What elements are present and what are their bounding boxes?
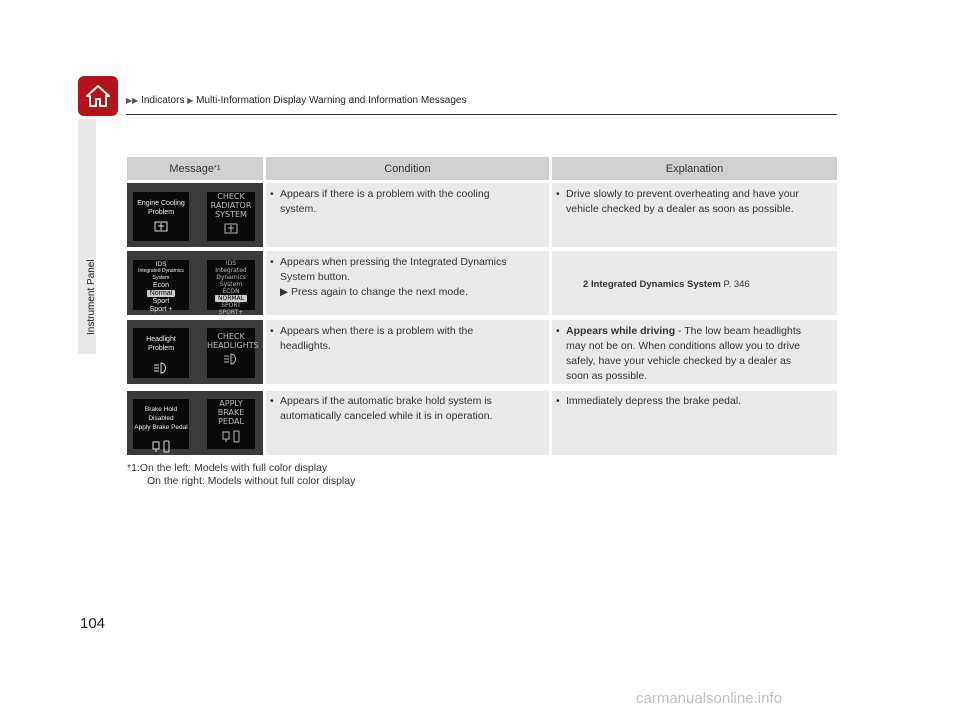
mono-display: APPLY BRAKE PEDAL bbox=[207, 399, 255, 449]
explanation-text: • Immediately depress the brake pedal. bbox=[556, 395, 742, 407]
breadcrumb-arrow-icon: ▶▶ bbox=[126, 96, 139, 105]
arrow-icon: ▶ bbox=[280, 286, 289, 298]
breadcrumb-arrow-icon: ▶ bbox=[187, 96, 194, 105]
sidebar-label: Instrument Panel bbox=[86, 259, 97, 335]
header-message: Message *1 bbox=[127, 157, 263, 180]
condition-text: • Appears when pressing the Integrated Dynamics System button. ▶ Press again to change the next mode. bbox=[270, 256, 507, 298]
footnote: *1:On the left: Models with full color display On the right: Models without full color display bbox=[127, 462, 356, 487]
watermark: carmanualsonline.info bbox=[636, 690, 782, 707]
coolant-warning-icon bbox=[223, 222, 239, 234]
headlight-warning-icon bbox=[152, 362, 170, 374]
mono-display: CHECK HEADLIGHTS bbox=[207, 328, 255, 378]
home-icon bbox=[84, 82, 112, 110]
breadcrumb bbox=[126, 95, 466, 106]
condition-text: • Appears if the automatic brake hold system is automatically canceled while it is in operation. bbox=[270, 395, 493, 422]
reference-icon: 2 bbox=[583, 279, 589, 290]
header-condition: Condition bbox=[266, 157, 549, 180]
full-color-display: IDS Integrated Dynamics System Econ Normal Sport Sport + bbox=[133, 260, 189, 310]
breadcrumb-indicators[interactable]: Indicators bbox=[141, 95, 185, 106]
full-color-display: Engine Cooling Problem bbox=[133, 192, 189, 241]
breadcrumb-current: Multi-Information Display Warning and Information Messages bbox=[196, 95, 467, 106]
condition-text: • Appears if there is a problem with the cooling system. bbox=[270, 188, 490, 215]
brake-pedal-icon bbox=[150, 439, 172, 453]
brake-pedal-icon bbox=[220, 429, 242, 443]
header-rule bbox=[126, 114, 837, 115]
page-number: 104 bbox=[80, 615, 106, 632]
cross-reference-link[interactable]: 2 Integrated Dynamics System P. 346 bbox=[583, 279, 750, 290]
condition-text: • Appears when there is a problem with the headlights. bbox=[270, 325, 474, 352]
mono-display: CHECK RADIATOR SYSTEM bbox=[207, 192, 255, 241]
mono-display: IDS Integrated Dynamics System ECON NORMAL SPORT SPORT+ bbox=[207, 260, 255, 310]
full-color-display: Headlight Problem bbox=[133, 328, 189, 378]
explanation-text: • Drive slowly to prevent overheating and have your vehicle checked by a dealer as soon as possible. bbox=[556, 188, 799, 215]
full-color-display: Brake Hold Disabled Apply Brake Pedal bbox=[133, 399, 189, 449]
coolant-warning-icon bbox=[153, 220, 169, 232]
home-button[interactable] bbox=[78, 76, 118, 116]
header-explanation: Explanation bbox=[552, 157, 837, 180]
headlight-warning-icon bbox=[222, 353, 240, 365]
explanation-text: • Appears while driving - The low beam headlights may not be on. When conditions allow you to drive safely, have your vehicle checked by a dealer as soon as possible. bbox=[556, 325, 801, 382]
